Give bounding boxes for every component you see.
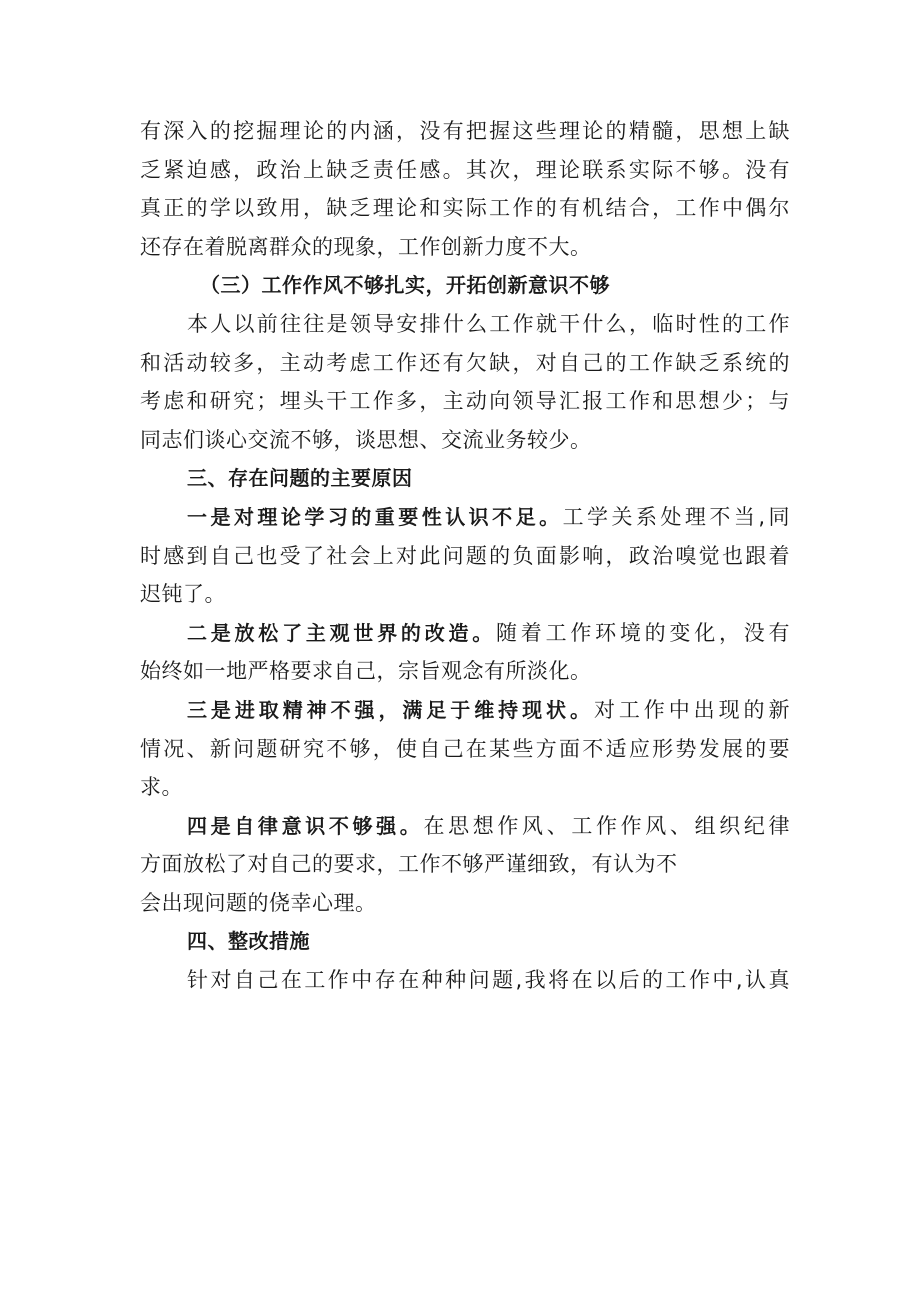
cause-1-lead: 一是对理论学习的重要性认识不足。 — [187, 504, 563, 529]
body-line: 还存在着脱离群众的现象，工作创新力度不大。 — [140, 234, 592, 259]
document-body — [140, 112, 790, 1000]
cause-3-first-line — [140, 691, 790, 730]
body-line: 迟钝了。 — [140, 582, 226, 607]
cause-3-rest: 对工作中出现的新 — [593, 697, 790, 722]
section-heading-rectification: 四、整改措施 — [187, 929, 310, 954]
body-line: 始终如一地严格要求自己，宗旨观念有所淡化。 — [140, 659, 592, 684]
cause-2-lead: 二是放松了主观世界的改造。 — [187, 620, 497, 645]
body-line: 乏紧迫感，政治上缺乏责任感。其次，理论联系实际不够。没有 — [140, 157, 790, 182]
body-line: 时感到自己也受了社会上对此问题的负面影响，政治嗅觉也跟着 — [140, 543, 790, 568]
body-line: 本人以前往往是领导安排什么工作就干什么，临时性的工作 — [187, 311, 790, 336]
body-line: 方面放松了对自己的要求，工作不够严谨细致，有认为不 — [140, 852, 678, 877]
body-line: 同志们谈心交流不够，谈思想、交流业务较少。 — [140, 427, 592, 452]
cause-4-rest: 在思想作风、工作作风、组织纪律 — [423, 813, 791, 838]
cause-4-first-line — [140, 807, 790, 846]
body-line: 和活动较多，主动考虑工作还有欠缺，对自己的工作缺乏系统的 — [140, 350, 790, 375]
body-line: 情况、新问题研究不够，使自己在某些方面不适应形势发展的要 — [140, 736, 790, 761]
body-line: 针对自己在工作中存在种种问题,我将在以后的工作中,认真 — [187, 968, 790, 993]
body-line: 会出现问题的侥幸心理。 — [140, 890, 377, 915]
body-line: 真正的学以致用，缺乏理论和实际工作的有机结合，工作中偶尔 — [140, 196, 790, 221]
cause-4-lead: 四是自律意识不够强。 — [187, 813, 424, 838]
body-line: 有深入的挖掘理论的内涵，没有把握这些理论的精髓，思想上缺 — [140, 119, 790, 143]
cause-1-rest: 工学关系处理不当,同 — [562, 504, 790, 529]
cause-1-first-line — [140, 498, 790, 537]
cause-3-lead: 三是进取精神不强，满足于维持现状。 — [187, 697, 594, 722]
section-heading-causes: 三、存在问题的主要原因 — [187, 466, 413, 491]
body-line: 求。 — [140, 775, 183, 800]
subheading-work-style: （三）工作作风不够扎实，开拓创新意识不够 — [200, 273, 610, 298]
cause-2-first-line — [140, 614, 790, 653]
body-line: 考虑和研究；埋头干工作多，主动向领导汇报工作和思想少；与 — [140, 389, 790, 414]
cause-2-rest: 随着工作环境的变化，没有 — [496, 620, 791, 645]
